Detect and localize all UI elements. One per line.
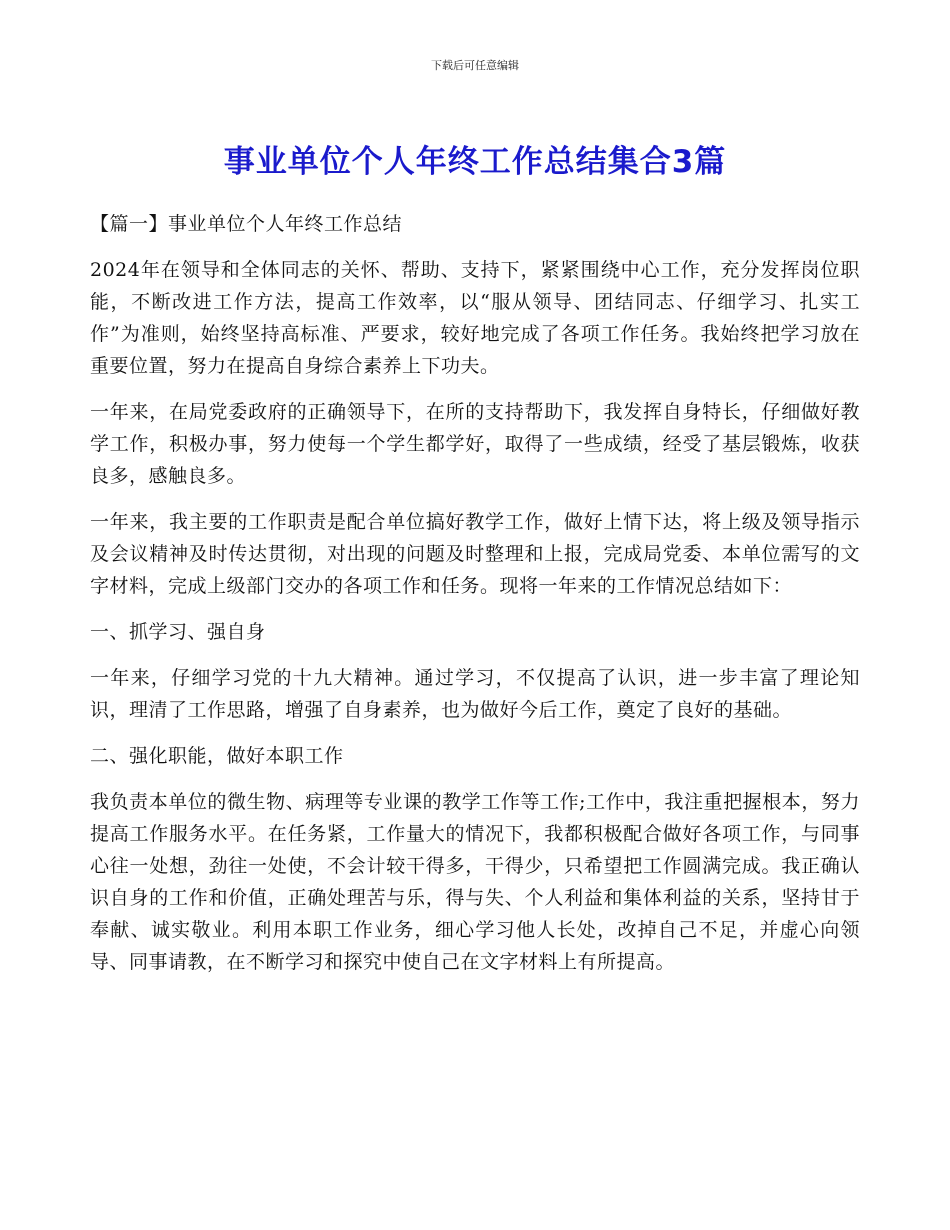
paragraph-5: 我负责本单位的微生物、病理等专业课的教学工作等工作;工作中，我注重把握根本，努力提高工作服务水平。在任务紧，工作量大的情况下，我都积极配合做好各项工作，与同事心往一处想，劲往一处使，不会计较干得多，干得少，只希望把工作圆满完成。我正确认识自身的工作和价值，正确处理苦与乐，得与失、个人利益和集体利益的关系，坚持甘于奉献、诚实敬业。利用本职工作业务，细心学习他人长处，改掉自己不足，并虚心向领导、同事请教，在不断学习和探究中使自己在文字材料上有所提高。 <box>90 791 860 973</box>
document-body <box>90 208 860 992</box>
paragraph-2: 一年来，在局党委政府的正确领导下，在所的支持帮助下，我发挥自身特长，仔细做好教学工作，积极办事，努力使每一个学生都学好，取得了一些成绩，经受了基层锻炼，收获良多，感触良多。 <box>90 401 860 487</box>
section-heading: 【篇一】事业单位个人年终工作总结 <box>90 213 403 235</box>
subheading-1: 一、抓学习、强自身 <box>90 621 266 643</box>
page-title: 事业单位个人年终工作总结集合3篇 <box>223 144 727 180</box>
paragraph-1: 2024年在领导和全体同志的关怀、帮助、支持下，紧紧围绕中心工作，充分发挥岗位职能，不断改进工作方法，提高工作效率，以“服从领导、团结同志、仔细学习、扎实工作”为准则，始终坚持高标准、严要求，较好地完成了各项工作任务。我始终把学习放在重要位置，努力在提高自身综合素养上下功夫。 <box>90 259 860 377</box>
paragraph-4: 一年来，仔细学习党的十九大精神。通过学习，不仅提高了认识，进一步丰富了理论知识，理清了工作思路，增强了自身素养，也为做好今后工作，奠定了良好的基础。 <box>90 667 860 721</box>
paragraph-3: 一年来，我主要的工作职责是配合单位搞好教学工作，做好上情下达，将上级及领导指示及会议精神及时传达贯彻，对出现的问题及时整理和上报，完成局党委、本单位需写的文字材料，完成上级部门交办的各项工作和任务。现将一年来的工作情况总结如下： <box>90 511 860 597</box>
header-note: 下载后可任意编辑 <box>431 59 519 72</box>
subheading-2: 二、强化职能，做好本职工作 <box>90 745 344 767</box>
